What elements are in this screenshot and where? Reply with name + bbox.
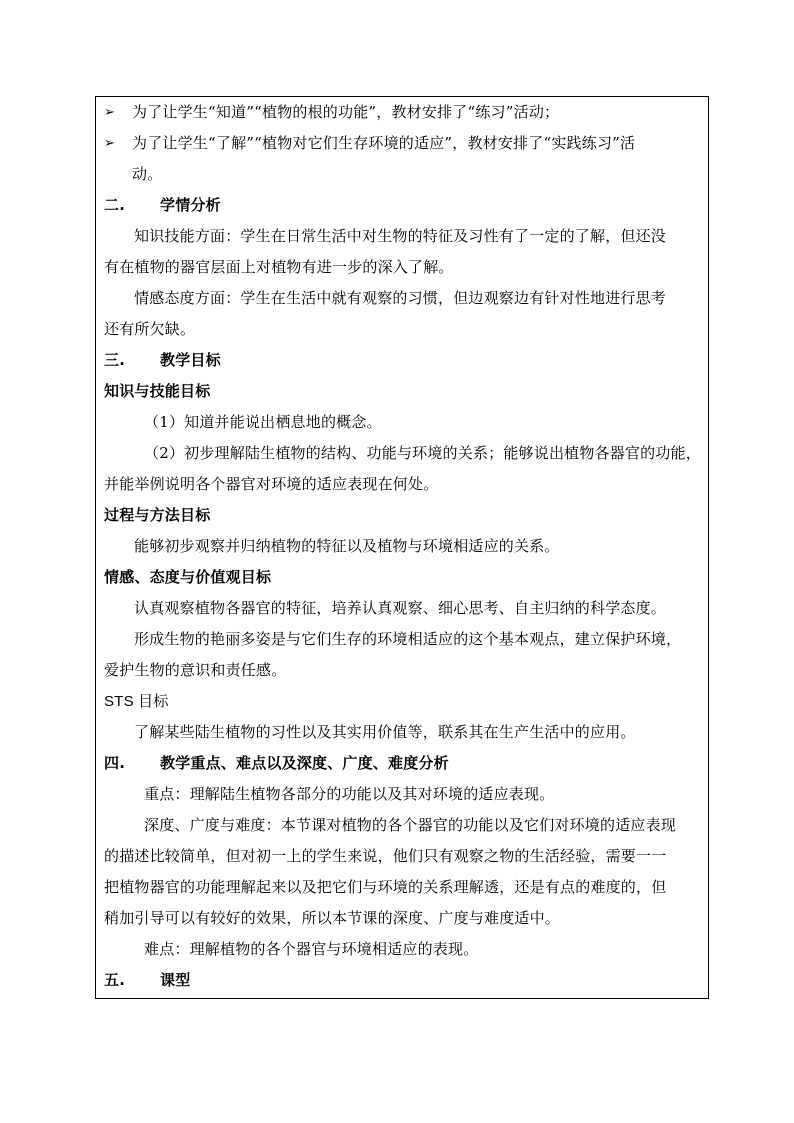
section-heading-4: [104, 748, 702, 779]
section-title: 教学目标: [160, 351, 221, 369]
bullet-item: [104, 128, 702, 159]
paragraph-line: 把植物器官的功能理解起来以及把它们与环境的关系理解透，还是有点的难度的，但: [104, 878, 667, 896]
paragraph-line: 难点：理解植物的各个器官与环境相适应的表现。: [144, 940, 479, 958]
paragraph-line: 了解某些陆生植物的习性以及其实用价值等，联系其在生产生活中的应用。: [134, 723, 636, 741]
paragraph-line: 稍加引导可以有较好的效果，所以本节课的深度、广度与难度适中。: [104, 909, 561, 927]
section-number: 三.: [104, 351, 126, 369]
section-title: 课型: [160, 971, 191, 989]
paragraph-line: 深度、广度与难度：本节课对植物的各个器官的功能以及它们对环境的适应表现: [144, 816, 677, 834]
bullet-item: [104, 97, 702, 128]
goal-item: （1）知道并能说出栖息地的概念。: [144, 413, 382, 431]
subheading-process: 过程与方法目标: [104, 506, 211, 524]
subheading-emotion: 情感、态度与价值观目标: [104, 568, 272, 586]
subheading-knowledge: 知识与技能目标: [104, 382, 211, 400]
section-number: 二.: [104, 196, 126, 214]
subheading-sts: STS 目标: [104, 693, 169, 710]
goal-item-line: 并能举例说明各个器官对环境的适应表现在何处。: [104, 475, 439, 493]
section-heading-3: [104, 345, 702, 376]
paragraph-line: 的描述比较简单，但对初一上的学生来说，他们只有观察之物的生活经验，需要一一: [104, 847, 667, 865]
goal-item: （2）初步理解陆生植物的结构、功能与环境的关系；能够说出植物各器官的功能，: [144, 444, 701, 462]
paragraph-line: 重点：理解陆生植物各部分的功能以及其对环境的适应表现。: [144, 785, 555, 803]
arrow-bullet-icon: ➢: [104, 105, 116, 120]
section-number: 五.: [104, 971, 126, 989]
paragraph-line: 有在植物的器官层面上对植物有进一步的深入了解。: [104, 258, 454, 276]
paragraph-line: 还有所欠缺。: [104, 320, 196, 338]
paragraph-line: 形成生物的艳丽多姿是与它们生存的环境相适应的这个基本观点，建立保护环境，: [134, 630, 682, 648]
paragraph-line: 爱护生物的意识和责任感。: [104, 661, 287, 679]
paragraph-line: 能够初步观察并归纳植物的特征以及植物与环境相适应的关系。: [134, 537, 560, 555]
bullet-continuation: 动。: [132, 165, 163, 183]
paragraph-line: 情感态度方面：学生在生活中就有观察的习惯，但边观察边有针对性地进行思考: [134, 289, 667, 307]
lesson-plan-content: [104, 97, 702, 996]
arrow-bullet-icon: ➢: [104, 136, 116, 151]
paragraph-line: 认真观察植物各器官的特征，培养认真观察、细心思考、自主归纳的科学态度。: [134, 599, 667, 617]
bullet-text: 为了让学生“了解”“植物对它们生存环境的适应”，教材安排了“实践练习”活: [132, 134, 636, 152]
lesson-plan-table: [95, 96, 709, 999]
bullet-text: 为了让学生“知道”“植物的根的功能”，教材安排了“练习”活动；: [132, 103, 560, 121]
section-heading-5: [104, 965, 702, 996]
section-title: 学情分析: [160, 196, 221, 214]
section-heading-2: [104, 190, 702, 221]
section-title: 教学重点、难点以及深度、广度、难度分析: [160, 754, 449, 772]
paragraph-line: 知识技能方面：学生在日常生活中对生物的特征及习性有了一定的了解，但还没: [134, 227, 667, 245]
section-number: 四.: [104, 754, 126, 772]
